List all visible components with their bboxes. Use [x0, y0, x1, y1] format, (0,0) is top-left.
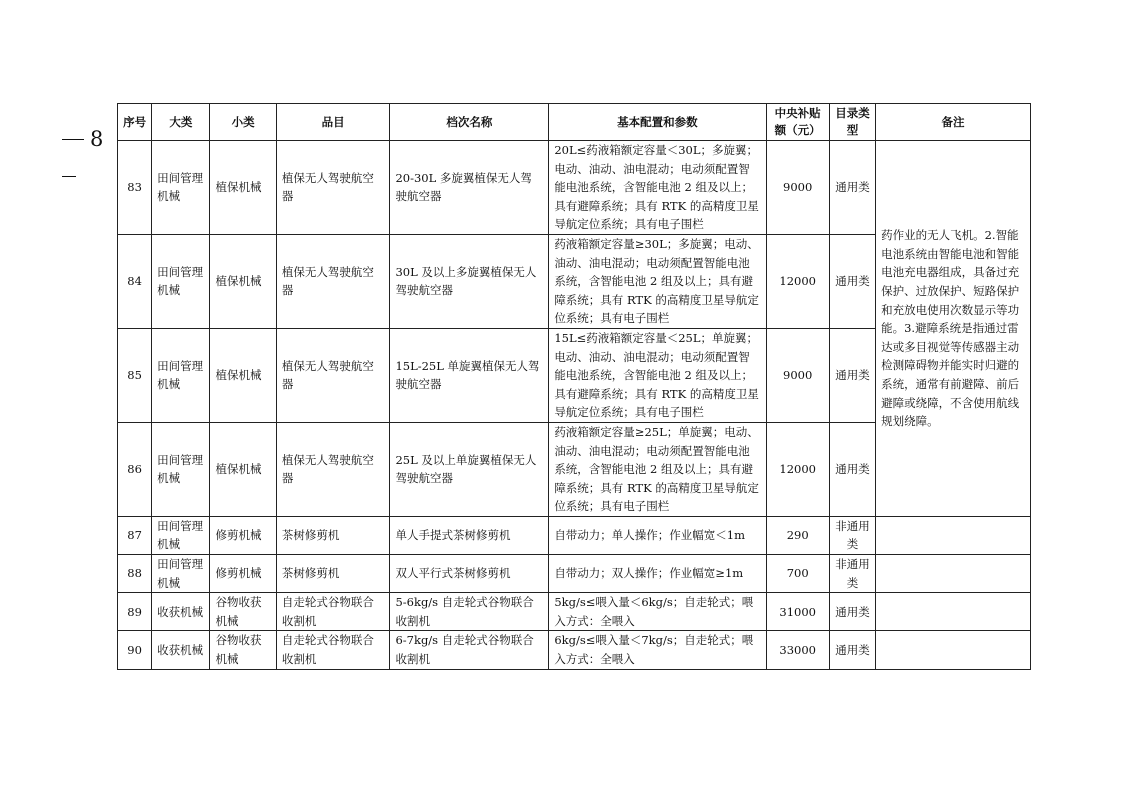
- cell-type: 通用类: [829, 422, 875, 516]
- cell-subcategory: 修剪机械: [210, 555, 276, 593]
- cell-grade: 双人平行式茶树修剪机: [390, 555, 549, 593]
- cell-subsidy: 12000: [766, 422, 829, 516]
- page-number-dash-bottom: [62, 176, 76, 177]
- header-item: 品目: [276, 104, 390, 141]
- cell-remarks: 药作业的无人飞机。2.智能电池系统由智能电池和智能电池充电器组成，具备过充保护、过放保护、短路保护和充放电使用次数显示等功能。3.避障系统是指通过雷达或多目视觉等传感器主动检测障碍物并能实时归避的系统，通常有前避障、前后避障或绕障，不含使用航线规划绕障。: [876, 141, 1031, 517]
- cell-grade: 单人手提式茶树修剪机: [390, 516, 549, 554]
- cell-config: 15L≤药液箱额定容量＜25L；单旋翼；电动、油动、油电混动；电动须配置智能电池系统，含智能电池 2 组及以上；具有避障系统；具有 RTK 的高精度卫星导航定位系统；具有电子围栏: [549, 328, 766, 422]
- cell-category: 收获机械: [152, 593, 210, 631]
- page-number: [62, 128, 108, 177]
- cell-remarks-empty: [876, 516, 1031, 554]
- cell-config: 自带动力；双人操作；作业幅宽≥1m: [549, 555, 766, 593]
- table-row: [118, 516, 1031, 554]
- cell-item: 植保无人驾驶航空器: [276, 422, 390, 516]
- cell-grade: 5-6kg/s 自走轮式谷物联合收割机: [390, 593, 549, 631]
- cell-seq: 85: [118, 328, 152, 422]
- cell-subcategory: 植保机械: [210, 234, 276, 328]
- header-subsidy: 中央补贴额（元）: [766, 104, 829, 141]
- cell-subcategory: 植保机械: [210, 422, 276, 516]
- cell-category: 田间管理机械: [152, 555, 210, 593]
- cell-grade: 20-30L 多旋翼植保无人驾驶航空器: [390, 141, 549, 235]
- cell-category: 收获机械: [152, 631, 210, 669]
- cell-seq: 83: [118, 141, 152, 235]
- cell-subcategory: 谷物收获机械: [210, 631, 276, 669]
- header-remarks: 备注: [876, 104, 1031, 141]
- cell-seq: 86: [118, 422, 152, 516]
- cell-item: 植保无人驾驶航空器: [276, 141, 390, 235]
- cell-category: 田间管理机械: [152, 141, 210, 235]
- cell-config: 5kg/s≤喂入量＜6kg/s；自走轮式；喂入方式：全喂入: [549, 593, 766, 631]
- cell-subsidy: 33000: [766, 631, 829, 669]
- cell-subsidy: 9000: [766, 328, 829, 422]
- header-type: 目录类型: [829, 104, 875, 141]
- cell-subcategory: 植保机械: [210, 141, 276, 235]
- cell-seq: 89: [118, 593, 152, 631]
- cell-category: 田间管理机械: [152, 234, 210, 328]
- cell-item: 自走轮式谷物联合收割机: [276, 631, 390, 669]
- cell-subsidy: 9000: [766, 141, 829, 235]
- subsidy-catalog-table: [117, 103, 1031, 670]
- cell-type: 通用类: [829, 141, 875, 235]
- cell-seq: 84: [118, 234, 152, 328]
- cell-type: 通用类: [829, 234, 875, 328]
- cell-seq: 87: [118, 516, 152, 554]
- table-header-row: [118, 104, 1031, 141]
- cell-subcategory: 植保机械: [210, 328, 276, 422]
- cell-type: 通用类: [829, 328, 875, 422]
- cell-item: 植保无人驾驶航空器: [276, 328, 390, 422]
- table-row: [118, 555, 1031, 593]
- cell-config: 自带动力；单人操作；作业幅宽＜1m: [549, 516, 766, 554]
- cell-grade: 15L-25L 单旋翼植保无人驾驶航空器: [390, 328, 549, 422]
- cell-grade: 25L 及以上单旋翼植保无人驾驶航空器: [390, 422, 549, 516]
- cell-item: 茶树修剪机: [276, 555, 390, 593]
- cell-grade: 30L 及以上多旋翼植保无人驾驶航空器: [390, 234, 549, 328]
- cell-item: 茶树修剪机: [276, 516, 390, 554]
- cell-subcategory: 修剪机械: [210, 516, 276, 554]
- cell-type: 非通用类: [829, 555, 875, 593]
- cell-config: 6kg/s≤喂入量＜7kg/s；自走轮式；喂入方式：全喂入: [549, 631, 766, 669]
- cell-grade: 6-7kg/s 自走轮式谷物联合收割机: [390, 631, 549, 669]
- cell-category: 田间管理机械: [152, 516, 210, 554]
- header-subcategory: 小类: [210, 104, 276, 141]
- cell-item: 植保无人驾驶航空器: [276, 234, 390, 328]
- cell-type: 非通用类: [829, 516, 875, 554]
- header-config: 基本配置和参数: [549, 104, 766, 141]
- cell-config: 药液箱额定容量≥25L；单旋翼；电动、油动、油电混动；电动须配置智能电池系统，含智能电池 2 组及以上；具有避障系统；具有 RTK 的高精度卫星导航定位系统；具有电子围栏: [549, 422, 766, 516]
- cell-remarks-empty: [876, 631, 1031, 669]
- header-grade: 档次名称: [390, 104, 549, 141]
- cell-subsidy: 700: [766, 555, 829, 593]
- cell-config: 20L≤药液箱额定容量＜30L；多旋翼；电动、油动、油电混动；电动须配置智能电池系统，含智能电池 2 组及以上；具有避障系统；具有 RTK 的高精度卫星导航定位系统；具有电子围栏: [549, 141, 766, 235]
- table-row: [118, 593, 1031, 631]
- cell-seq: 90: [118, 631, 152, 669]
- cell-subsidy: 290: [766, 516, 829, 554]
- cell-remarks-empty: [876, 593, 1031, 631]
- header-category: 大类: [152, 104, 210, 141]
- cell-type: 通用类: [829, 631, 875, 669]
- cell-remarks-empty: [876, 555, 1031, 593]
- cell-subsidy: 12000: [766, 234, 829, 328]
- header-seq: 序号: [118, 104, 152, 141]
- cell-item: 自走轮式谷物联合收割机: [276, 593, 390, 631]
- page-number-dash: [62, 139, 84, 140]
- page-number-text: 8: [90, 126, 104, 151]
- cell-subsidy: 31000: [766, 593, 829, 631]
- cell-category: 田间管理机械: [152, 422, 210, 516]
- cell-category: 田间管理机械: [152, 328, 210, 422]
- cell-subcategory: 谷物收获机械: [210, 593, 276, 631]
- cell-seq: 88: [118, 555, 152, 593]
- table-row: [118, 141, 1031, 235]
- cell-config: 药液箱额定容量≥30L；多旋翼；电动、油动、油电混动；电动须配置智能电池系统，含智能电池 2 组及以上；具有避障系统；具有 RTK 的高精度卫星导航定位系统；具有电子围栏: [549, 234, 766, 328]
- cell-type: 通用类: [829, 593, 875, 631]
- table-row: [118, 631, 1031, 669]
